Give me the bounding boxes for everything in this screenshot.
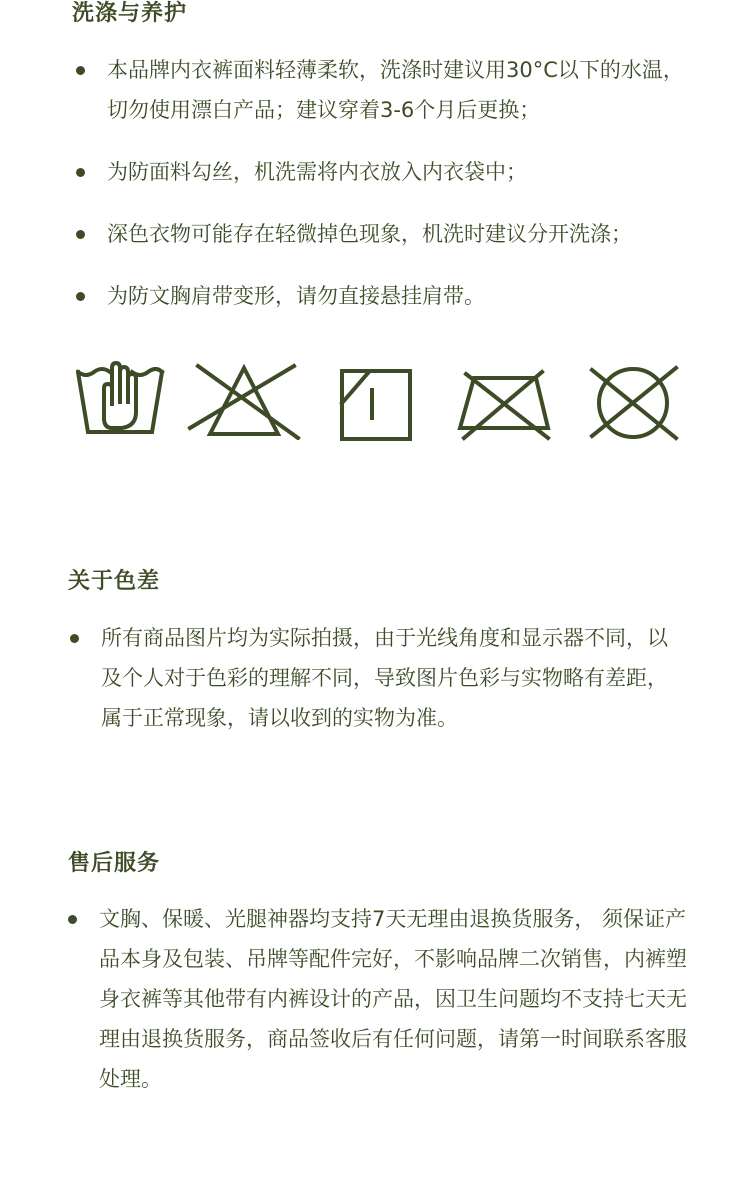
do-not-iron-icon bbox=[456, 358, 552, 442]
list-item bbox=[76, 276, 688, 316]
list-item-text: 为防文胸肩带变形，请勿直接悬挂肩带。 bbox=[107, 284, 485, 308]
color-diff-list bbox=[70, 618, 688, 738]
after-sales-list bbox=[68, 899, 688, 1099]
list-item bbox=[70, 618, 688, 738]
list-item bbox=[76, 152, 688, 192]
bullet-dot bbox=[76, 292, 85, 301]
list-item bbox=[76, 50, 688, 130]
do-not-dry-clean-icon bbox=[586, 358, 680, 442]
bullet-dot bbox=[76, 168, 85, 177]
bullet-dot bbox=[68, 915, 77, 924]
washing-section-title: 洗涤与养护 bbox=[72, 1, 188, 26]
list-item-text: 深色衣物可能存在轻微掉色现象，机洗时建议分开洗涤； bbox=[107, 222, 632, 246]
list-item-text: 为防面料勾丝，机洗需将内衣放入内衣袋中； bbox=[107, 160, 527, 184]
color-diff-section-title: 关于色差 bbox=[68, 569, 161, 594]
washing-list bbox=[76, 50, 688, 316]
bullet-dot bbox=[76, 66, 85, 75]
do-not-bleach-icon bbox=[186, 358, 302, 440]
list-item-text: 本品牌内衣裤面料轻薄柔软，洗涤时建议用30°C以下的水温，切勿使用漂白产品；建议穿着3-6个月后更换； bbox=[107, 58, 684, 122]
after-sales-section-title: 售后服务 bbox=[68, 851, 161, 876]
list-item bbox=[76, 214, 688, 254]
bullet-dot bbox=[70, 634, 79, 643]
list-item-text: 文胸、保暖、光腿神器均支持7天无理由退换货服务， 须保证产品本身及包装、吊牌等配件完好，不影响品牌二次销售，内裤塑身衣裤等其他带有内裤设计的产品，因卫生问题均不支持七天无理由退换货服务，商品签收后有任何问题，请第一时间联系客服处理。 bbox=[99, 907, 687, 1091]
list-item bbox=[68, 899, 688, 1099]
care-symbols-row bbox=[76, 358, 680, 446]
list-item-text: 所有商品图片均为实际拍摄，由于光线角度和显示器不同，以及个人对于色彩的理解不同，导致图片色彩与实物略有差距，属于正常现象，请以收到的实物为准。 bbox=[101, 626, 668, 730]
bullet-dot bbox=[76, 230, 85, 239]
hand-wash-icon bbox=[76, 358, 166, 438]
line-dry-icon bbox=[338, 358, 414, 442]
